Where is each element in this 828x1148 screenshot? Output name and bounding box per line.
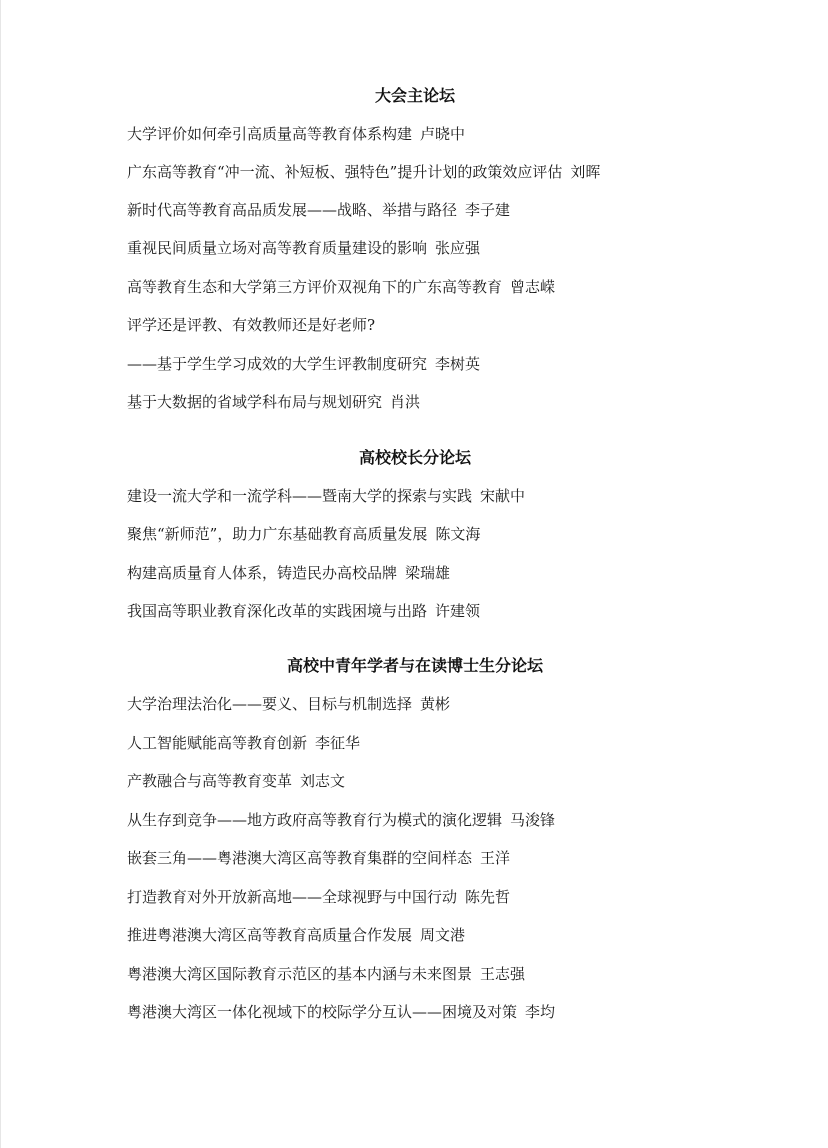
talk-title: 嵌套三角——粤港澳大湾区高等教育集群的空间样态 [127,849,473,867]
talk-author: 刘志文 [300,772,346,790]
talk-title: 评学还是评教、有效教师还是好老师? [127,316,376,334]
talk-title: 打造教育对外开放新高地——全球视野与中国行动 [127,888,458,906]
talk-title: 人工智能赋能高等教育创新 [127,734,308,752]
talk-author: 李树英 [435,355,481,373]
talk-item [127,694,807,714]
talk-author: 周文港 [420,926,466,944]
talk-item [127,392,807,412]
talk-author: 马浚锋 [510,811,556,829]
section-heading-young-scholars-forum: 高校中青年学者与在读博士生分论坛 [286,656,543,675]
talk-author: 李征华 [315,734,361,752]
talk-item [127,601,807,621]
talk-author: 黄彬 [420,695,451,713]
talk-title: 我国高等职业教育深化改革的实践困境与出路 [127,602,428,620]
talk-title: 产教融合与高等教育变革 [127,772,293,790]
talk-author: 刘晖 [570,163,601,181]
talk-item [127,200,807,220]
talk-title: 大学治理法治化——要义、目标与机制选择 [127,695,413,713]
talk-title: 粤港澳大湾区一体化视域下的校际学分互认——困境及对策 [127,1003,518,1021]
talk-item [127,733,807,753]
talk-title: 高等教育生态和大学第三方评价双视角下的广东高等教育 [127,278,503,296]
talk-item [127,964,807,984]
talk-title: 粤港澳大湾区国际教育示范区的基本内涵与未来图景 [127,965,473,983]
talk-title: 建设一流大学和一流学科——暨南大学的探索与实践 [127,487,473,505]
talk-item [127,524,807,544]
talk-item [127,238,807,258]
talk-title: 聚焦“新师范”，助力广东基础教育高质量发展 [127,525,428,543]
talk-author: 梁瑞雄 [405,564,451,582]
talk-title: 大学评价如何牵引高质量高等教育体系构建 [127,125,413,143]
talk-title: 推进粤港澳大湾区高等教育高质量合作发展 [127,926,413,944]
talk-title: 构建高质量育人体系，铸造民办高校品牌 [127,564,398,582]
talk-item [127,162,807,182]
talk-item [127,563,807,583]
talk-item [127,124,807,144]
talk-author: 李子建 [465,201,511,219]
talk-item [127,925,807,945]
talk-item [127,277,807,297]
talk-title: 新时代高等教育高品质发展——战略、举措与路径 [127,201,458,219]
talk-title: 从生存到竞争——地方政府高等教育行为模式的演化逻辑 [127,811,503,829]
talk-item [127,887,807,907]
talk-title: ——基于学生学习成效的大学生评教制度研究 [127,355,428,373]
talk-item [127,771,807,791]
talk-item [127,848,807,868]
talk-title: 重视民间质量立场对高等教育质量建设的影响 [127,239,428,257]
talk-author: 陈先哲 [465,888,511,906]
talk-author: 卢晓中 [420,125,466,143]
talk-author: 曾志嵘 [510,278,556,296]
talk-item [127,486,807,506]
talk-item [127,354,807,374]
talk-author: 肖洪 [390,393,421,411]
talk-item [127,810,807,830]
talk-title: 广东高等教育“冲一流、补短板、强特色”提升计划的政策效应评估 [127,163,563,181]
talk-author: 张应强 [435,239,481,257]
section-heading-main-forum: 大会主论坛 [374,86,455,105]
talk-author: 王洋 [480,849,511,867]
talk-item [127,1002,807,1022]
talk-title: 基于大数据的省域学科布局与规划研究 [127,393,383,411]
talk-item [127,315,807,335]
talk-author: 王志强 [480,965,526,983]
talk-author: 李均 [525,1003,556,1021]
talk-author: 陈文海 [435,525,481,543]
talk-author: 许建领 [435,602,481,620]
talk-author: 宋献中 [480,487,526,505]
section-heading-president-forum: 高校校长分论坛 [358,448,471,467]
